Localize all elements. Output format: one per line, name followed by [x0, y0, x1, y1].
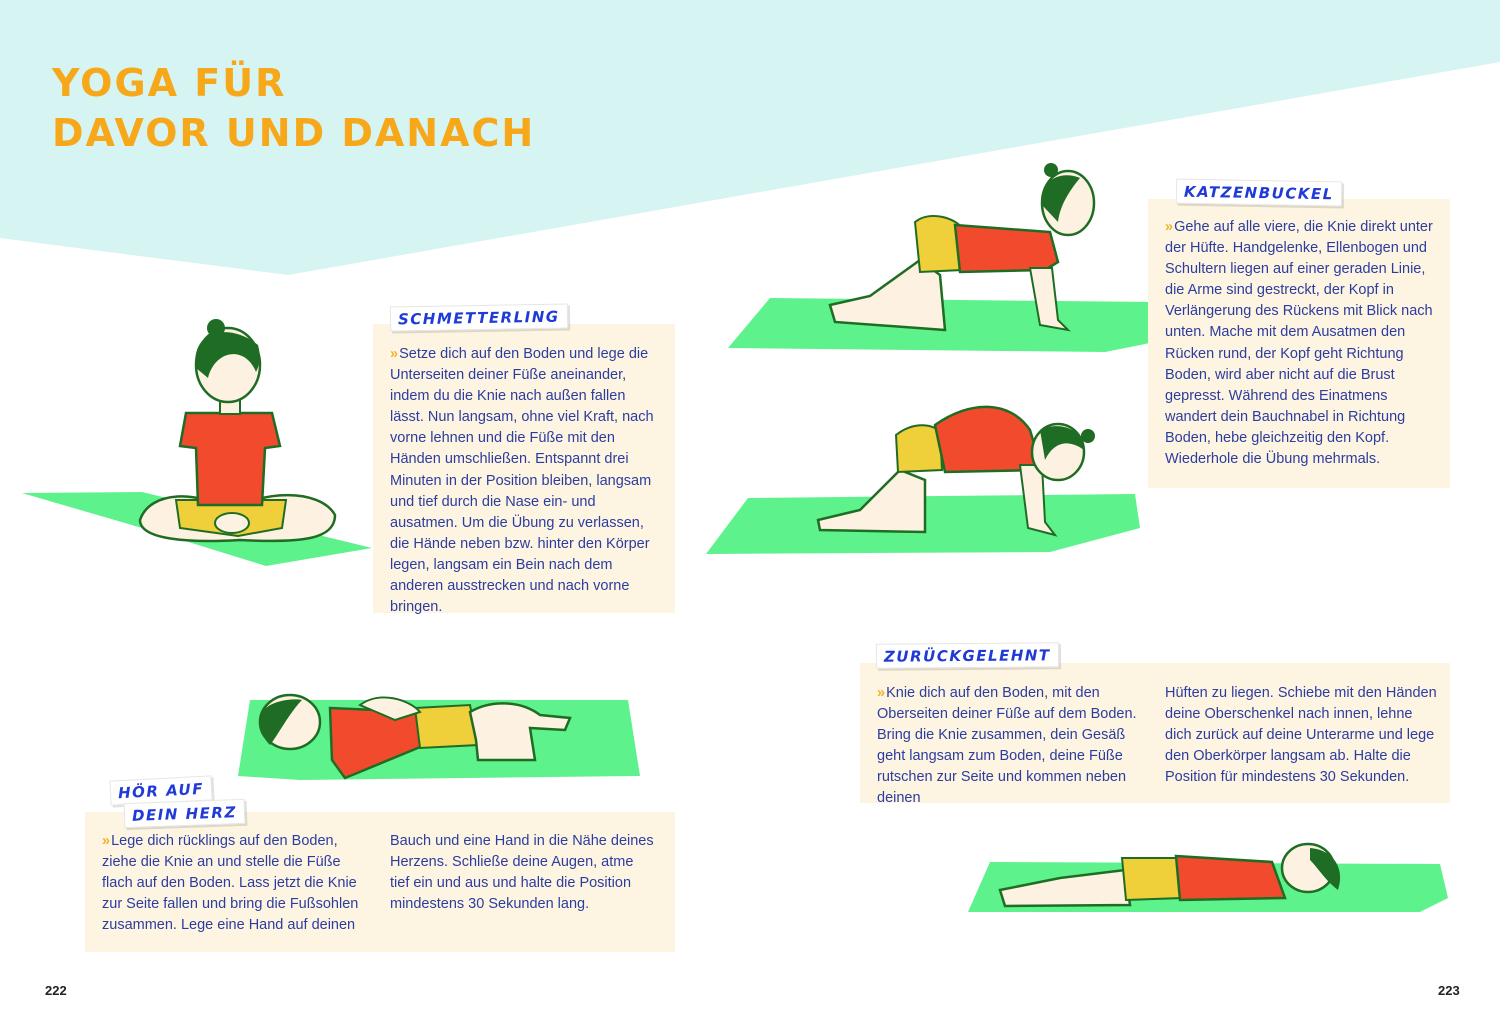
page-number-left: 222 [45, 983, 67, 998]
hair-bun [1044, 163, 1058, 177]
reclined-description-col2: Hüften zu liegen. Schiebe mit den Händen deine Oberschenkel nach innen, lehne dich zurück auf deine Unterarme und lege den Oberkörper langsam ab. Halte die Position für mindestens 30 Sekunden. [1165, 685, 1437, 786]
arrow-icon: » [390, 346, 397, 362]
shirt [955, 225, 1058, 272]
title-line-2: DAVOR UND DANACH [52, 111, 536, 155]
butterfly-description-text: Setze dich auf den Boden und lege die Unterseiten deiner Füße aneinander, indem du die Knie nach außen fallen lässt. Nun langsam, ohne viel Kraft, nach vorne lehnen und die Füße mit den Händen umschließen. Entspannt drei Minuten in der Position bleiben, langsam und tief durch die Nase ein- und ausatmen. Um die Übung zu verlassen, die Hände neben bzw. hinter den Körper legen, langsam ein Bein nach dem anderen ausstrecken und nach vorne bringen. [390, 346, 654, 616]
cat-pose-head-up-illustration [728, 163, 1165, 352]
shorts [1122, 858, 1182, 900]
heart-description-col1 [102, 831, 367, 936]
heart-description-col2: Bauch und eine Hand in die Nähe deines Herzens. Schließe deine Augen, atme tief ein und aus und halte die Position mindestens 30 Sekunden lang. [390, 833, 654, 913]
shorts [896, 425, 942, 472]
cat-description-text: Gehe auf alle viere, die Knie direkt unter der Hüfte. Handgelenke, Ellenbogen und Schultern liegen auf einer geraden Linie, die Arme sind gestreckt, der Kopf in Verlängerung des Rückens mit Blick nach unten. Mache mit dem Ausatmen den Rücken rund, der Kopf geht Richtung Boden, wird aber nicht auf die Brust gepresst. Während des Einatmens wandert dein Bauchnabel in Richtung Boden, hebe gleichzeitig den Kopf. Wiederhole die Übung mehrmals. [1165, 219, 1433, 468]
heart-label-line-1: HÖR AUF [109, 775, 212, 805]
reclined-description-col1 [877, 683, 1152, 810]
shirt [1176, 856, 1285, 900]
reclined-label: ZURÜCKGELEHNT [876, 642, 1059, 669]
heart-description-col1-text: Lege dich rücklings auf den Boden, ziehe die Knie an und stelle die Füße flach auf den Boden. Lass jetzt die Knie zur Seite fallen und bring die Fußsohlen zusammen. Lege eine Hand auf deinen [102, 833, 359, 934]
shorts [415, 705, 478, 748]
cat-pose-head-down-illustration [706, 407, 1140, 554]
hands [215, 513, 249, 533]
yoga-mat [728, 298, 1165, 352]
cat-description [1165, 217, 1437, 470]
arrow-icon: » [877, 685, 884, 701]
butterfly-label: SCHMETTERLING [390, 303, 568, 331]
title-line-1: YOGA FÜR [52, 61, 287, 105]
hair-bun [207, 319, 225, 337]
lying-heart-pose-illustration [238, 695, 640, 780]
shirt [180, 413, 280, 505]
arrow-icon: » [1165, 219, 1172, 235]
heart-label-line-2: DEIN HERZ [124, 799, 246, 828]
cat-label: KATZENBUCKEL [1176, 179, 1342, 207]
reclined-description-col1-text: Knie dich auf den Boden, mit den Oberseiten deiner Füße auf dem Boden. Bring die Knie zusammen, dein Gesäß geht langsam zum Boden, deine Füße rutschen zur Seite und kommen neben deinen [877, 685, 1137, 807]
butterfly-pose-illustration [22, 319, 372, 566]
hair-bun [1081, 429, 1095, 443]
butterfly-description [390, 344, 660, 618]
page-number-right: 223 [1438, 983, 1460, 998]
shirt [935, 407, 1042, 472]
arrow-icon: » [102, 833, 109, 849]
reclined-pose-illustration [968, 844, 1448, 912]
